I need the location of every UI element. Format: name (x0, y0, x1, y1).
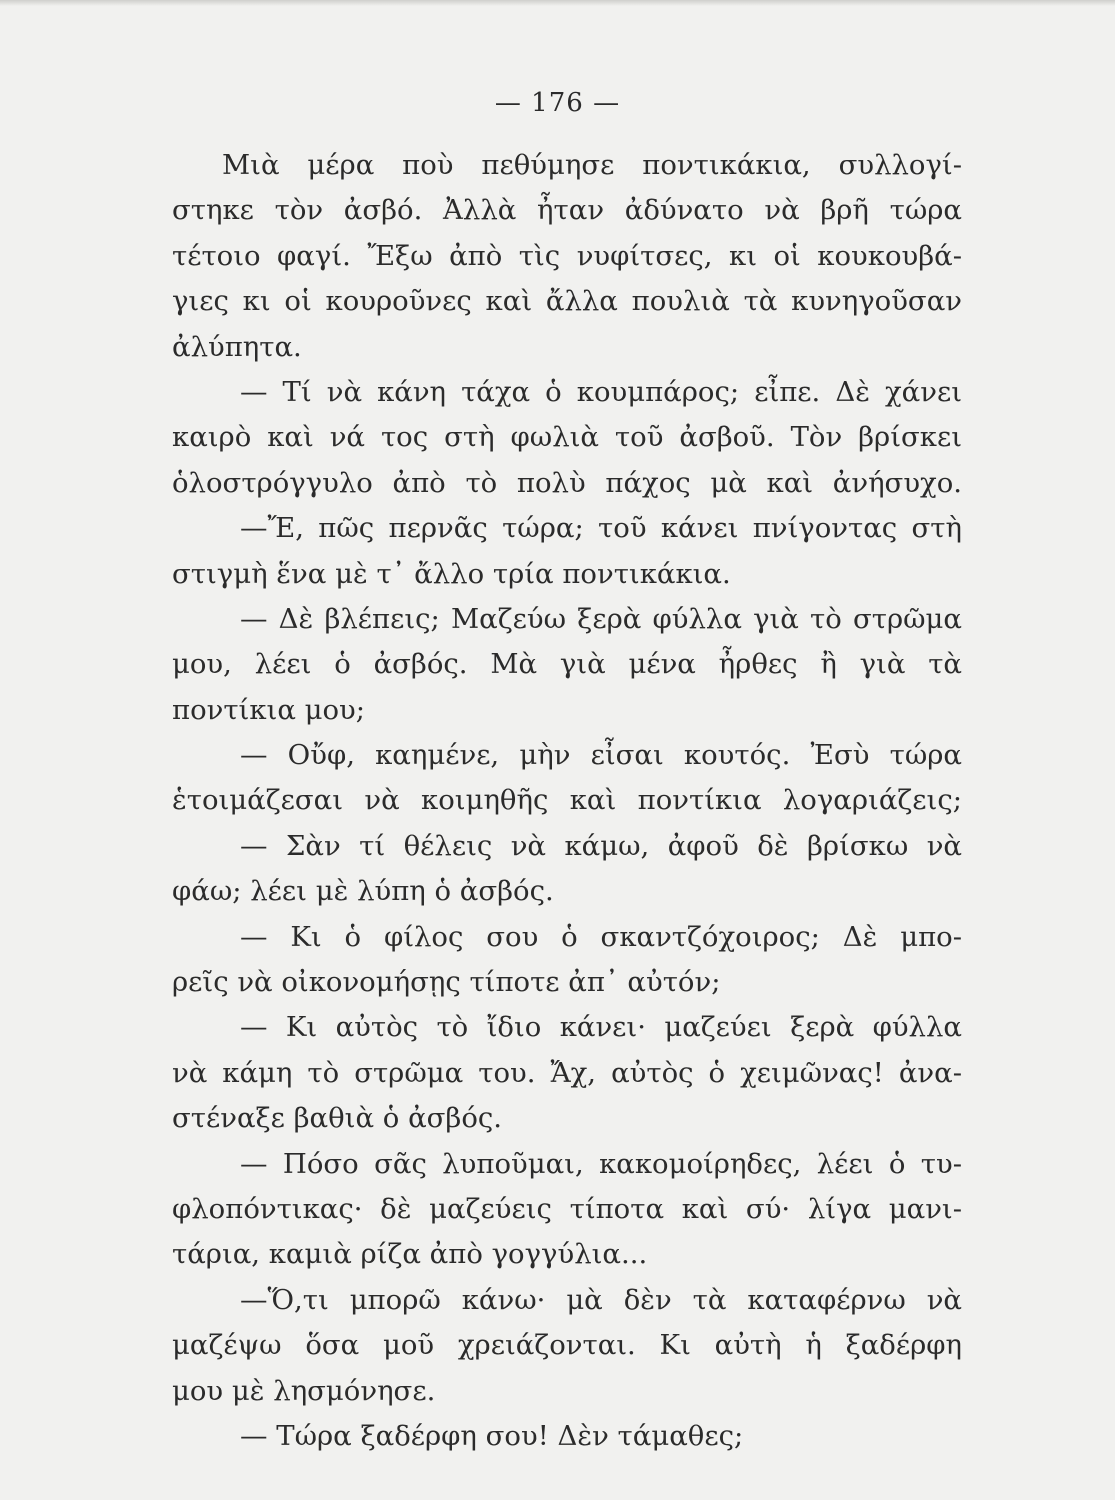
text-line: — Οὔφ, καημένε, μὴν εἶσαι κουτός. Ἐσὺ τώρα (240, 739, 962, 772)
text-line: —Ὅ,τι μπορῶ κάνω· μὰ δὲν τὰ καταφέρνω νὰ (240, 1283, 962, 1316)
text-line: φάω; λέει μὲ λύπη ὁ ἀσβός. (172, 875, 554, 908)
text-line: ἑτοιμάζεσαι νὰ κοιμηθῆς καὶ ποντίκια λογαριάζεις; (172, 784, 962, 817)
text-line: ποντίκια μου; (172, 693, 366, 726)
text-line: νὰ κάμη τὸ στρῶμα του. Ἄχ, αὐτὸς ὁ χειμῶνας! ἀνα- (172, 1056, 962, 1089)
text-line: ρεῖς νὰ οἰκονομήσῃς τίποτε ἀπ᾽ αὐτόν; (172, 966, 721, 999)
text-line: — Σὰν τί θέλεις νὰ κάμω, ἀφοῦ δὲ βρίσκω νὰ (240, 829, 962, 862)
text-line: —Ἔ, πῶς περνᾶς τώρα; τοῦ κάνει πνίγοντας στὴ (240, 512, 962, 545)
text-line: καιρὸ καὶ νά τος στὴ φωλιὰ τοῦ ἀσβοῦ. Τὸν βρίσκει (172, 421, 962, 454)
text-line: στιγμὴ ἕνα μὲ τ᾽ ἄλλο τρία ποντικάκια. (172, 557, 731, 590)
text-line: τέτοιο φαγί. Ἔξω ἀπὸ τὶς νυφίτσες, κι οἱ κουκουβά- (172, 239, 962, 272)
body-text (172, 143, 962, 1459)
text-line: — Κι αὐτὸς τὸ ἴδιο κάνει· μαζεύει ξερὰ φύλλα (240, 1011, 962, 1044)
text-line: ὁλοστρόγγυλο ἀπὸ τὸ πολὺ πάχος μὰ καὶ ἀνήσυχο. (172, 466, 962, 499)
text-line: — Κι ὁ φίλος σου ὁ σκαντζόχοιρος; Δὲ μπο- (240, 920, 962, 953)
text-line: — Τί νὰ κάνη τάχα ὁ κουμπάρος; εἶπε. Δὲ χάνει (240, 375, 962, 408)
text-line: Μιὰ μέρα ποὺ πεθύμησε ποντικάκια, συλλογί- (222, 149, 962, 181)
text-line: — Πόσο σᾶς λυποῦμαι, κακομοίρηδες, λέει ὁ τυ- (240, 1147, 962, 1180)
text-line: μου, λέει ὁ ἀσβός. Μὰ γιὰ μένα ἦρθες ἢ γιὰ τὰ (172, 648, 962, 681)
page-number: — 176 — (494, 88, 621, 118)
text-line: τάρια, καμιὰ ρίζα ἀπὸ γογγύλια... (172, 1238, 648, 1271)
text-line: στηκε τὸν ἀσβό. Ἀλλὰ ἦταν ἀδύνατο νὰ βρῆ τώρα (172, 194, 962, 227)
text-line: μαζέψω ὅσα μοῦ χρειάζονται. Κι αὐτὴ ἡ ξαδέρφη (172, 1329, 962, 1362)
text-line: — Τώρα ξαδέρφη σου! Δὲν τάμαθες; (240, 1419, 744, 1452)
page-top-edge (0, 0, 1115, 6)
text-line: γιες κι οἱ κουροῦνες καὶ ἄλλα πουλιὰ τὰ κυνηγοῦσαν (172, 285, 962, 318)
text-line: ἀλύπητα. (172, 330, 302, 363)
text-line: — Δὲ βλέπεις; Μαζεύω ξερὰ φύλλα γιὰ τὸ στρῶμα (240, 602, 962, 635)
text-line: φλοπόντικας· δὲ μαζεύεις τίποτα καὶ σύ· λίγα μανι- (172, 1192, 962, 1225)
text-line: μου μὲ λησμόνησε. (172, 1374, 436, 1407)
text-line: στέναξε βαθιὰ ὁ ἀσβός. (172, 1102, 503, 1135)
